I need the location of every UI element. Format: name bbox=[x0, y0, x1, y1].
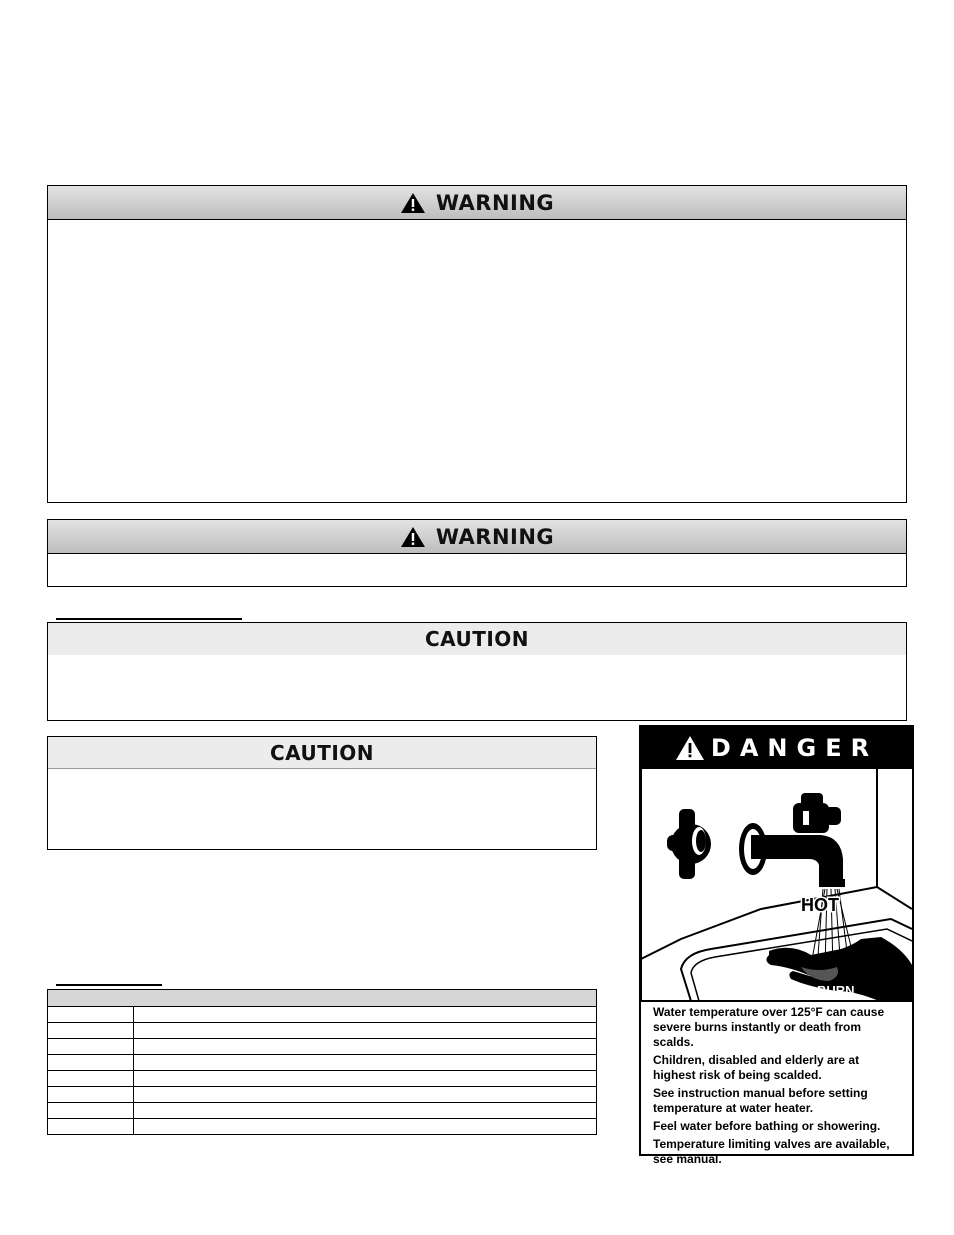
warning-title-2: WARNING bbox=[435, 524, 555, 549]
hot-text: HOT bbox=[801, 895, 839, 915]
caution-title-1: CAUTION bbox=[424, 627, 530, 651]
caution-box-2 bbox=[47, 736, 597, 850]
caution-header-2 bbox=[48, 737, 596, 769]
table-row bbox=[48, 1039, 597, 1055]
table-header-row bbox=[48, 990, 597, 1007]
warning-header-2 bbox=[48, 520, 906, 554]
warning-title-1: WARNING bbox=[435, 190, 555, 215]
table-row bbox=[48, 1119, 597, 1135]
danger-line: Feel water before bathing or showering. bbox=[653, 1119, 881, 1133]
faucet-spout-icon bbox=[739, 793, 845, 887]
caution-header-1 bbox=[48, 623, 906, 655]
section-heading-underline-2 bbox=[56, 984, 162, 986]
warning-box-1 bbox=[47, 185, 907, 503]
warning-header-1 bbox=[48, 186, 906, 220]
danger-line: Children, disabled and elderly are at highest risk of being scalded. bbox=[653, 1053, 860, 1082]
scald-illustration bbox=[641, 769, 912, 1001]
warning-triangle-icon bbox=[400, 192, 426, 214]
spec-table bbox=[47, 989, 597, 1135]
table-row bbox=[48, 1071, 597, 1087]
danger-label bbox=[639, 725, 914, 1166]
table-row bbox=[48, 1007, 597, 1023]
table-row bbox=[48, 1055, 597, 1071]
danger-text bbox=[653, 1005, 904, 1170]
danger-line: Temperature limiting valves are available, see manual. bbox=[653, 1137, 890, 1166]
faucet-handle-icon bbox=[667, 809, 711, 879]
section-heading-underline-1 bbox=[56, 618, 242, 620]
warning-triangle-icon bbox=[400, 526, 426, 548]
danger-header bbox=[641, 727, 912, 769]
danger-title: DANGER bbox=[710, 734, 879, 762]
danger-line: Water temperature over 125°F can cause severe burns instantly or death from scalds. bbox=[653, 1005, 885, 1049]
caution-title-2: CAUTION bbox=[269, 740, 375, 765]
warning-box-2 bbox=[47, 519, 907, 587]
danger-line: See instruction manual before setting temperature at water heater. bbox=[653, 1086, 868, 1115]
caution-box-1 bbox=[47, 622, 907, 721]
table-row bbox=[48, 1103, 597, 1119]
warning-triangle-icon bbox=[675, 735, 705, 761]
table-row bbox=[48, 1087, 597, 1103]
table-row bbox=[48, 1023, 597, 1039]
burn-text: BURN bbox=[817, 983, 855, 998]
